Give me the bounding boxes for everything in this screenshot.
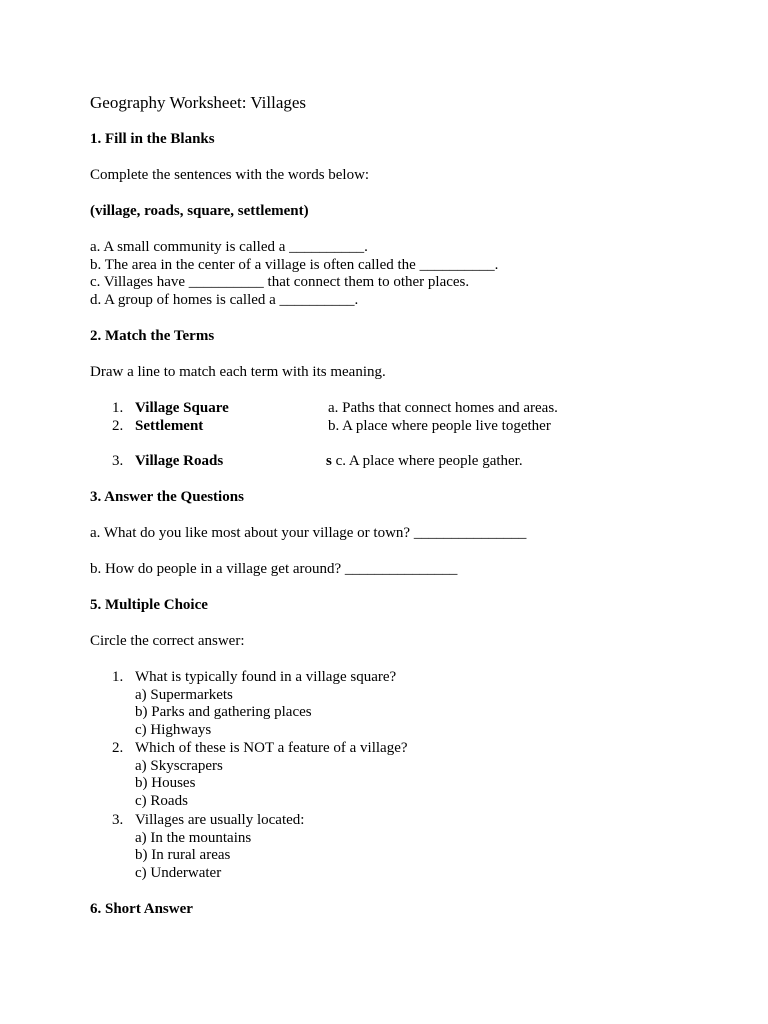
mc-option: b) In rural areas (135, 847, 231, 864)
mc-question-block (135, 669, 396, 739)
section-1-heading: 1. Fill in the Blanks (90, 131, 215, 147)
fill-blank-list (90, 239, 498, 309)
mc-option: b) Parks and gathering places (135, 704, 312, 721)
page-title: Geography Worksheet: Villages (90, 93, 307, 112)
section-2-instruction: Draw a line to match each term with its meaning. (90, 364, 386, 380)
section-3-heading: 3. Answer the Questions (90, 489, 244, 505)
open-question: b. How do people in a village get around? _______________ (90, 561, 458, 577)
mc-question-block (135, 740, 408, 810)
match-meaning-row (326, 453, 523, 471)
section-6-heading: 6. Short Answer (90, 901, 193, 917)
match-term-number: 3. (112, 453, 124, 469)
mc-option: c) Roads (135, 792, 188, 809)
match-term-number: 2. (112, 418, 124, 434)
mc-question: Villages are usually located: (135, 812, 305, 828)
section-5-instruction: Circle the correct answer: (90, 633, 245, 649)
open-question: a. What do you like most about your village or town? _______________ (90, 525, 527, 541)
mc-question-number: 2. (112, 740, 124, 756)
mc-question: What is typically found in a village square? (135, 669, 397, 685)
mc-option: a) In the mountains (135, 829, 252, 846)
mc-question: Which of these is NOT a feature of a village? (135, 740, 408, 756)
match-term-number: 1. (112, 400, 124, 416)
mc-question-number: 3. (112, 812, 124, 828)
match-meaning: b. A place where people live together (328, 418, 551, 434)
mc-option: c) Underwater (135, 864, 222, 881)
match-term: Village Roads (135, 453, 224, 469)
fill-blank-sentence: d. A group of homes is called a __________. (90, 291, 359, 308)
mc-option: c) Highways (135, 721, 212, 738)
mc-option: b) Houses (135, 775, 196, 792)
section-1-instruction: Complete the sentences with the words below: (90, 167, 370, 183)
mc-option: a) Skyscrapers (135, 757, 223, 774)
section-2-heading: 2. Match the Terms (90, 328, 215, 344)
match-meaning: c. A place where people gather. (335, 453, 523, 469)
fill-blank-sentence: b. The area in the center of a village is often called the __________. (90, 256, 499, 273)
fill-blank-sentence: a. A small community is called a __________. (90, 239, 368, 255)
mc-question-number: 1. (112, 669, 124, 685)
match-term: Settlement (135, 418, 204, 434)
fill-blank-sentence: c. Villages have __________ that connect them to other places. (90, 274, 470, 291)
mc-question-block (135, 812, 304, 882)
match-meaning: a. Paths that connect homes and areas. (328, 400, 558, 416)
match-term: Village Square (135, 400, 229, 416)
word-bank: (village, roads, square, settlement) (90, 203, 309, 219)
mc-option: a) Supermarkets (135, 686, 233, 703)
stray-character: s (326, 453, 332, 469)
section-5-heading: 5. Multiple Choice (90, 597, 208, 613)
